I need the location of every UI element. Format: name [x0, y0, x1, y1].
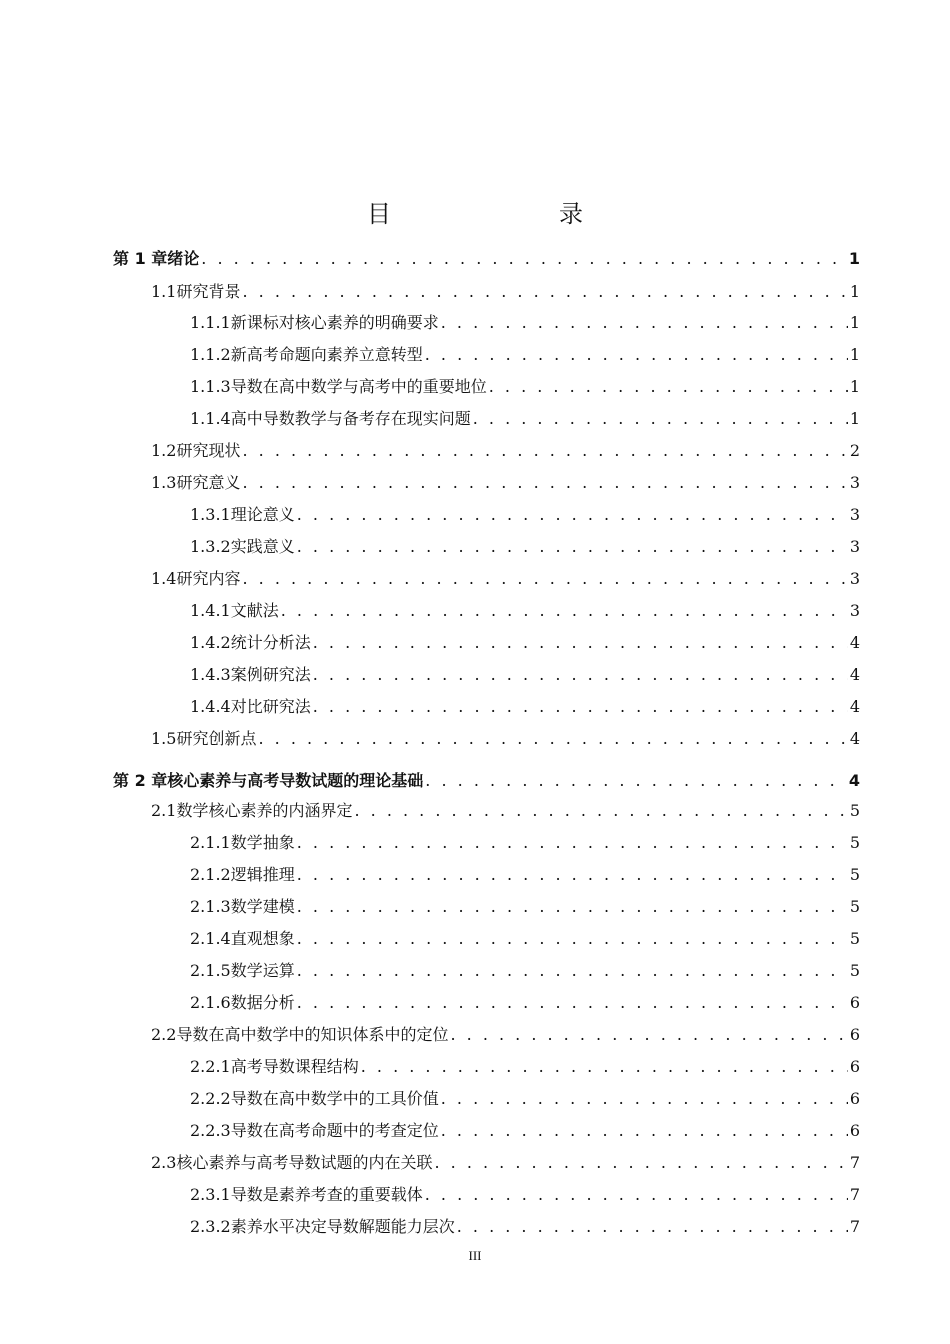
- toc-entry-label: 素养水平决定导数解题能力层次: [230, 1217, 455, 1236]
- toc-entry-page: 1: [849, 345, 860, 364]
- toc-entry[interactable]: [190, 1182, 860, 1210]
- toc-entry-label: 理论意义: [230, 505, 295, 524]
- toc-entry-page: 5: [849, 961, 860, 980]
- toc-dot-leader: [297, 505, 848, 524]
- toc-dot-leader: [313, 665, 848, 684]
- toc-dot-leader: [297, 961, 848, 980]
- toc-dot-leader: [441, 1121, 848, 1140]
- toc-entry-number: 1.1.3: [190, 377, 231, 396]
- toc-dot-leader: [201, 249, 847, 268]
- toc-entry-page: 4: [849, 633, 860, 652]
- toc-entry-page: 5: [849, 833, 860, 852]
- toc-entry-number: 第 1 章: [113, 249, 168, 268]
- toc-entry-label: 绪论: [167, 249, 200, 268]
- toc-entry-label: 文献法: [230, 601, 279, 620]
- toc-entry-page: 1: [848, 249, 860, 268]
- toc-entry-label: 新高考命题向素养立意转型: [230, 345, 423, 364]
- toc-entry-page: 6: [849, 1121, 860, 1140]
- toc-entry[interactable]: [190, 926, 860, 954]
- toc-entry[interactable]: [190, 342, 860, 370]
- toc-entry-number: 1.1: [151, 282, 177, 301]
- toc-dot-leader: [489, 377, 848, 396]
- toc-dot-leader: [297, 993, 848, 1012]
- toc-entry-page: 6: [849, 1057, 860, 1076]
- toc-entry[interactable]: [190, 534, 860, 562]
- toc-entry-page: 1: [849, 313, 860, 332]
- toc-dot-leader: [258, 729, 847, 748]
- toc-dot-leader: [313, 633, 848, 652]
- toc-entry[interactable]: [151, 798, 860, 826]
- toc-entry[interactable]: [190, 990, 860, 1018]
- toc-entry[interactable]: [151, 1022, 860, 1050]
- toc-entry-number: 1.2: [151, 441, 177, 460]
- toc-entry-number: 1.3.1: [190, 505, 231, 524]
- toc-entry-label: 研究创新点: [176, 729, 257, 748]
- toc-entry[interactable]: [190, 502, 860, 530]
- toc-entry-label: 数学建模: [230, 897, 295, 916]
- toc-dot-leader: [441, 313, 848, 332]
- toc-entry-page: 5: [849, 897, 860, 916]
- toc-entry-number: 2.1.1: [190, 833, 231, 852]
- toc-entry-label: 统计分析法: [230, 633, 311, 652]
- toc-dot-leader: [281, 601, 848, 620]
- toc-entry[interactable]: [190, 1118, 860, 1146]
- toc-entry[interactable]: [151, 566, 860, 594]
- toc-entry[interactable]: [190, 406, 860, 434]
- toc-entry-page: 3: [849, 601, 860, 620]
- toc-entry-label: 对比研究法: [230, 697, 311, 716]
- toc-entry-label: 导数在高中数学中的工具价值: [230, 1089, 439, 1108]
- toc-entry-page: 2: [849, 441, 860, 460]
- toc-entry-page: 6: [849, 1089, 860, 1108]
- toc-entry-label: 实践意义: [230, 537, 295, 556]
- toc-entry[interactable]: [190, 958, 860, 986]
- toc-entry-page: 6: [849, 993, 860, 1012]
- toc-entry[interactable]: [151, 1150, 860, 1178]
- toc-entry-number: 1.4.4: [190, 697, 231, 716]
- toc-entry[interactable]: [113, 246, 860, 274]
- toc-entry-page: 3: [849, 569, 860, 588]
- toc-entry-page: 3: [849, 473, 860, 492]
- toc-dot-leader: [441, 1089, 848, 1108]
- toc-entry-page: 6: [849, 1025, 860, 1044]
- toc-dot-leader: [242, 282, 847, 301]
- toc-entry-page: 7: [849, 1185, 860, 1204]
- toc-dot-leader: [361, 1057, 848, 1076]
- page-number-footer: III: [468, 1248, 482, 1263]
- toc-entry-page: 1: [849, 377, 860, 396]
- toc-entry-page: 3: [849, 505, 860, 524]
- toc-dot-leader: [297, 865, 848, 884]
- toc-entry-number: 1.4.2: [190, 633, 231, 652]
- toc-entry-page: 3: [849, 537, 860, 556]
- toc-entry-number: 2.2: [151, 1025, 177, 1044]
- toc-dot-leader: [297, 929, 848, 948]
- toc-entry-label: 新课标对核心素养的明确要求: [230, 313, 439, 332]
- toc-entry-number: 1.1.2: [190, 345, 231, 364]
- toc-dot-leader: [297, 833, 848, 852]
- toc-entry-label: 研究背景: [176, 282, 241, 301]
- toc-entry-label: 直观想象: [230, 929, 295, 948]
- toc-entry-label: 高中导数教学与备考存在现实问题: [230, 409, 471, 428]
- toc-dot-leader: [473, 409, 848, 428]
- toc-entry-number: 2.3.1: [190, 1185, 231, 1204]
- toc-entry-number: 1.4: [151, 569, 177, 588]
- toc-entry-number: 2.3.2: [190, 1217, 231, 1236]
- toc-dot-leader: [425, 771, 847, 790]
- toc-entry-number: 2.2.3: [190, 1121, 231, 1140]
- toc-entry-number: 1.5: [151, 729, 177, 748]
- toc-entry-page: 1: [849, 409, 860, 428]
- toc-dot-leader: [450, 1025, 847, 1044]
- toc-entry-page: 4: [849, 729, 860, 748]
- toc-entry-number: 2.3: [151, 1153, 177, 1172]
- toc-entry[interactable]: [190, 862, 860, 890]
- toc-entry-number: 2.2.2: [190, 1089, 231, 1108]
- toc-entry-page: 4: [849, 697, 860, 716]
- toc-entry[interactable]: [151, 726, 860, 754]
- toc-entry-label: 数据分析: [230, 993, 295, 1012]
- toc-entry-label: 逻辑推理: [230, 865, 295, 884]
- toc-entry-label: 导数是素养考查的重要载体: [230, 1185, 423, 1204]
- toc-entry[interactable]: [190, 374, 860, 402]
- toc-entry[interactable]: [113, 768, 860, 796]
- toc-dot-leader: [297, 897, 848, 916]
- toc-entry-label: 导数在高中数学中的知识体系中的定位: [176, 1025, 449, 1044]
- toc-entry-number: 1.3: [151, 473, 177, 492]
- toc-entry[interactable]: [151, 438, 860, 466]
- toc-entry-number: 2.1.6: [190, 993, 231, 1012]
- toc-entry[interactable]: [190, 1086, 860, 1114]
- toc-entry-label: 导数在高考命题中的考查定位: [230, 1121, 439, 1140]
- toc-entry-number: 2.1.4: [190, 929, 231, 948]
- toc-dot-leader: [313, 697, 848, 716]
- toc-entry[interactable]: [190, 598, 860, 626]
- toc-entry-number: 第 2 章: [113, 771, 168, 790]
- toc-dot-leader: [242, 441, 847, 460]
- toc-entry-page: 7: [849, 1153, 860, 1172]
- toc-entry-label: 数学运算: [230, 961, 295, 980]
- toc-entry[interactable]: [190, 694, 860, 722]
- toc-entry-number: 2.1.2: [190, 865, 231, 884]
- toc-entry[interactable]: [190, 310, 860, 338]
- toc-entry-number: 1.1.1: [190, 313, 231, 332]
- toc-entry-page: 1: [849, 282, 860, 301]
- toc-entry-page: 5: [849, 865, 860, 884]
- toc-entry-page: 5: [849, 801, 860, 820]
- toc-entry-number: 1.1.4: [190, 409, 231, 428]
- toc-dot-leader: [297, 537, 848, 556]
- toc-entry-number: 2.1: [151, 801, 177, 820]
- toc-entry-label: 案例研究法: [230, 665, 311, 684]
- toc-entry-label: 导数在高中数学与高考中的重要地位: [230, 377, 487, 396]
- toc-entry-label: 研究意义: [176, 473, 241, 492]
- toc-entry-label: 数学抽象: [230, 833, 295, 852]
- toc-entry-label: 高考导数课程结构: [230, 1057, 359, 1076]
- toc-entry[interactable]: [190, 1054, 860, 1082]
- toc-entry[interactable]: [190, 630, 860, 658]
- toc-entry[interactable]: [190, 662, 860, 690]
- toc-dot-leader: [457, 1217, 848, 1236]
- toc-entry[interactable]: [190, 894, 860, 922]
- toc-entry-number: 2.1.3: [190, 897, 231, 916]
- toc-entry-number: 1.3.2: [190, 537, 231, 556]
- toc-entry-page: 5: [849, 929, 860, 948]
- toc-entry-page: 4: [849, 665, 860, 684]
- toc-entry-label: 数学核心素养的内涵界定: [176, 801, 353, 820]
- toc-dot-leader: [425, 1185, 848, 1204]
- toc-entry-number: 2.1.5: [190, 961, 231, 980]
- toc-dot-leader: [434, 1153, 847, 1172]
- toc-dot-leader: [354, 801, 847, 820]
- toc-entry-page: 4: [848, 771, 860, 790]
- toc-entry-number: 1.4.3: [190, 665, 231, 684]
- toc-entry[interactable]: [190, 830, 860, 858]
- page-title: 目 录: [367, 200, 623, 229]
- toc-dot-leader: [425, 345, 848, 364]
- toc-entry[interactable]: [151, 470, 860, 498]
- toc-entry-label: 核心素养与高考导数试题的内在关联: [176, 1153, 433, 1172]
- toc-dot-leader: [242, 473, 847, 492]
- toc-entry-page: 7: [849, 1217, 860, 1236]
- toc-entry-label: 研究现状: [176, 441, 241, 460]
- toc-entry-number: 2.2.1: [190, 1057, 231, 1076]
- toc-entry[interactable]: [151, 279, 860, 307]
- toc-entry[interactable]: [190, 1214, 860, 1242]
- toc-entry-label: 研究内容: [176, 569, 241, 588]
- toc-entry-label: 核心素养与高考导数试题的理论基础: [167, 771, 424, 790]
- toc-dot-leader: [242, 569, 847, 588]
- toc-entry-number: 1.4.1: [190, 601, 231, 620]
